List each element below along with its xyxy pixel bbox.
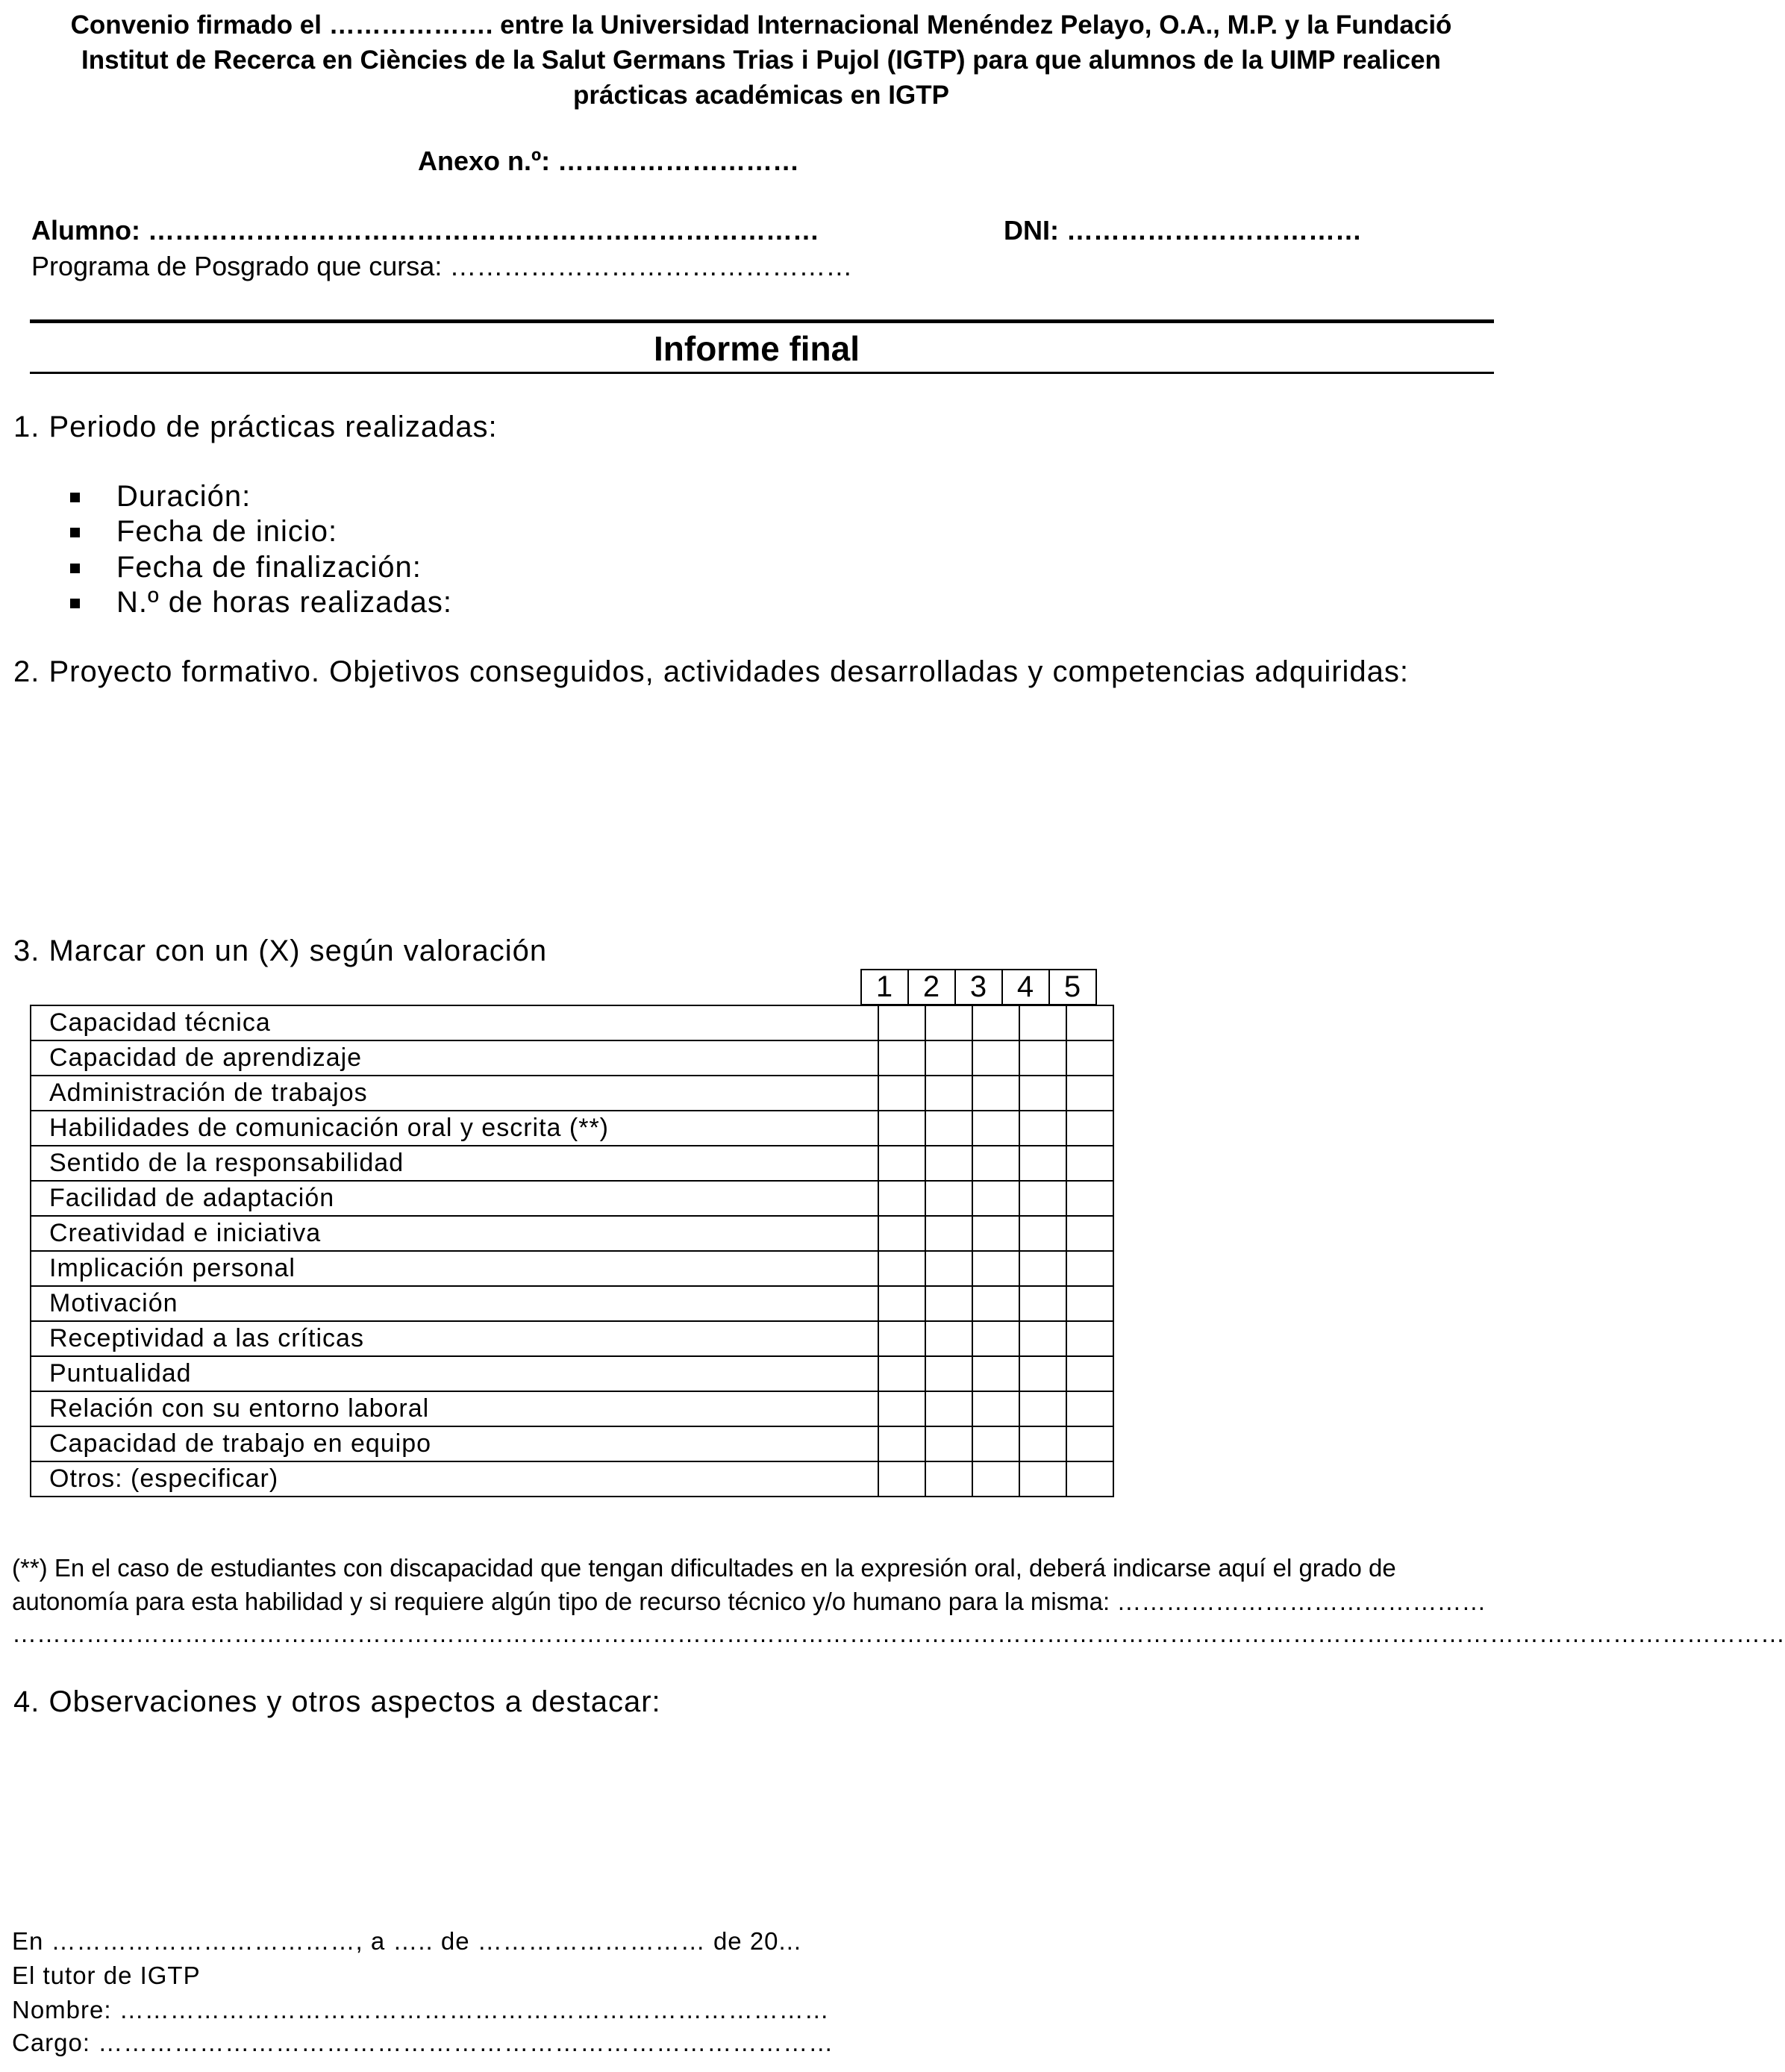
table-row xyxy=(31,1146,1113,1181)
rating-cell[interactable] xyxy=(878,1426,925,1461)
rating-cell[interactable] xyxy=(972,1461,1019,1497)
criterion-label: Motivación xyxy=(31,1286,878,1321)
criterion-label: Otros: (especificar) xyxy=(31,1461,878,1497)
rating-cell[interactable] xyxy=(1019,1286,1066,1321)
rating-cell[interactable] xyxy=(972,1251,1019,1286)
rating-cell[interactable] xyxy=(878,1461,925,1497)
rating-cell[interactable] xyxy=(1019,1146,1066,1181)
rating-cell[interactable] xyxy=(1019,1111,1066,1146)
rating-cell[interactable] xyxy=(1066,1286,1113,1321)
rating-cell[interactable] xyxy=(972,1181,1019,1216)
table-row xyxy=(31,1005,1113,1040)
criterion-label: Facilidad de adaptación xyxy=(31,1181,878,1216)
rating-cell[interactable] xyxy=(925,1426,972,1461)
rating-cell[interactable] xyxy=(878,1076,925,1111)
disability-note-line1: (**) En el caso de estudiantes con discapacidad que tengan dificultades en la expresión oral, deberá indicarse aquí el grado de xyxy=(12,1554,1396,1582)
period-start-date: Fecha de inicio: xyxy=(116,515,338,548)
table-row xyxy=(31,1111,1113,1146)
title-top-rule xyxy=(30,319,1494,323)
criterion-label: Receptividad a las críticas xyxy=(31,1321,878,1356)
rating-cell[interactable] xyxy=(1019,1076,1066,1111)
rating-cell[interactable] xyxy=(1019,1216,1066,1251)
rating-cell[interactable] xyxy=(878,1181,925,1216)
criterion-label: Habilidades de comunicación oral y escrita (**) xyxy=(31,1111,878,1146)
rating-cell[interactable] xyxy=(1066,1040,1113,1076)
rating-cell[interactable] xyxy=(1066,1146,1113,1181)
criterion-label: Sentido de la responsabilidad xyxy=(31,1146,878,1181)
rating-cell[interactable] xyxy=(878,1146,925,1181)
rating-cell[interactable] xyxy=(925,1005,972,1040)
rating-cell[interactable] xyxy=(1066,1251,1113,1286)
annex-number: Anexo n.º: ……………………… xyxy=(418,146,800,176)
rating-cell[interactable] xyxy=(1019,1356,1066,1391)
rating-cell[interactable] xyxy=(972,1216,1019,1251)
rating-cell[interactable] xyxy=(972,1426,1019,1461)
section1-heading: 1. Periodo de prácticas realizadas: xyxy=(13,411,498,443)
disability-note-line2: autonomía para esta habilidad y si requiere algún tipo de recurso técnico y/o humano para la misma: ……………………………………… xyxy=(12,1588,1487,1615)
scale-1: 1 xyxy=(861,970,908,1005)
rating-cell[interactable] xyxy=(925,1461,972,1497)
table-row xyxy=(31,1356,1113,1391)
rating-cell[interactable] xyxy=(925,1146,972,1181)
table-row xyxy=(31,1216,1113,1251)
rating-cell[interactable] xyxy=(878,1356,925,1391)
rating-cell[interactable] xyxy=(1066,1391,1113,1426)
rating-cell[interactable] xyxy=(878,1111,925,1146)
bullet-icon xyxy=(70,564,80,573)
rating-cell[interactable] xyxy=(1066,1426,1113,1461)
criterion-label: Creatividad e iniciativa xyxy=(31,1216,878,1251)
rating-cell[interactable] xyxy=(878,1321,925,1356)
table-row xyxy=(31,1461,1113,1497)
rating-table xyxy=(30,1005,1114,1497)
table-row xyxy=(31,1321,1113,1356)
rating-cell[interactable] xyxy=(1066,1076,1113,1111)
criterion-label: Relación con su entorno laboral xyxy=(31,1391,878,1426)
scale-4: 4 xyxy=(1002,970,1049,1005)
rating-cell[interactable] xyxy=(925,1251,972,1286)
rating-scale-header xyxy=(860,969,1097,1005)
rating-cell[interactable] xyxy=(972,1146,1019,1181)
title-bottom-rule xyxy=(30,372,1494,374)
rating-cell[interactable] xyxy=(925,1111,972,1146)
criterion-label: Implicación personal xyxy=(31,1251,878,1286)
table-row xyxy=(31,1251,1113,1286)
rating-cell[interactable] xyxy=(972,1356,1019,1391)
bullet-icon xyxy=(70,599,80,608)
rating-cell[interactable] xyxy=(972,1076,1019,1111)
rating-cell[interactable] xyxy=(972,1111,1019,1146)
rating-cell[interactable] xyxy=(1066,1356,1113,1391)
section4-heading: 4. Observaciones y otros aspectos a destacar: xyxy=(13,1685,661,1718)
rating-cell[interactable] xyxy=(878,1391,925,1426)
table-row xyxy=(31,1076,1113,1111)
tutor-position-field: Cargo: …………………………………………………………………………… xyxy=(12,2029,834,2056)
rating-cell[interactable] xyxy=(878,1286,925,1321)
rating-cell[interactable] xyxy=(1019,1181,1066,1216)
rating-cell[interactable] xyxy=(1066,1005,1113,1040)
scale-3: 3 xyxy=(955,970,1002,1005)
rating-cell[interactable] xyxy=(925,1181,972,1216)
period-hours: N.º de horas realizadas: xyxy=(116,586,452,619)
rating-cell[interactable] xyxy=(1066,1321,1113,1356)
criterion-label: Puntualidad xyxy=(31,1356,878,1391)
period-end-date: Fecha de finalización: xyxy=(116,551,422,584)
place-date-line: En ………………………………, a ….. de ……………………… de 20... xyxy=(12,1927,802,1955)
rating-cell[interactable] xyxy=(1019,1321,1066,1356)
rating-cell[interactable] xyxy=(878,1216,925,1251)
scale-2: 2 xyxy=(908,970,955,1005)
rating-cell[interactable] xyxy=(878,1005,925,1040)
table-row xyxy=(31,1391,1113,1426)
tutor-name-field: Nombre: ………………………………………………………………………… xyxy=(12,1996,830,2023)
rating-cell[interactable] xyxy=(925,1040,972,1076)
rating-cell[interactable] xyxy=(925,1076,972,1111)
criterion-label: Capacidad técnica xyxy=(31,1005,878,1040)
rating-cell[interactable] xyxy=(1066,1216,1113,1251)
rating-cell[interactable] xyxy=(1019,1426,1066,1461)
rating-cell[interactable] xyxy=(972,1286,1019,1321)
bullet-icon xyxy=(70,493,80,502)
table-row xyxy=(31,1181,1113,1216)
table-row xyxy=(31,1040,1113,1076)
criterion-label: Capacidad de aprendizaje xyxy=(31,1040,878,1076)
rating-cell[interactable] xyxy=(925,1321,972,1356)
scale-5: 5 xyxy=(1049,970,1096,1005)
program-field: Programa de Posgrado que cursa: ……………………………………… xyxy=(31,251,853,281)
rating-cell[interactable] xyxy=(925,1391,972,1426)
dni-field: DNI: …………………………… xyxy=(1004,215,1362,246)
table-row xyxy=(31,1286,1113,1321)
rating-cell[interactable] xyxy=(1019,1005,1066,1040)
rating-cell[interactable] xyxy=(1019,1461,1066,1497)
rating-cell[interactable] xyxy=(878,1040,925,1076)
rating-cell[interactable] xyxy=(1019,1251,1066,1286)
criterion-label: Capacidad de trabajo en equipo xyxy=(31,1426,878,1461)
section3-heading: 3. Marcar con un (X) según valoración xyxy=(13,934,548,967)
agreement-header: Convenio firmado el ………………. entre la Universidad Internacional Menéndez Pelayo, O.A., M.P. y la Fundació Institut de Recerca en Ciències de la Salut Germans Trias i Pujol (IGTP) para que alumnos de la UIMP realicen prácticas académicas en IGTP xyxy=(70,10,1452,110)
tutor-label: El tutor de IGTP xyxy=(12,1962,201,1989)
section2-heading: 2. Proyecto formativo. Objetivos conseguidos, actividades desarrolladas y competencias adquiridas: xyxy=(13,655,1410,688)
rating-cell[interactable] xyxy=(1066,1111,1113,1146)
rating-cell[interactable] xyxy=(1019,1391,1066,1426)
period-duration: Duración: xyxy=(116,480,251,513)
rating-cell[interactable] xyxy=(925,1286,972,1321)
rating-cell[interactable] xyxy=(1066,1181,1113,1216)
table-row xyxy=(31,1426,1113,1461)
rating-cell[interactable] xyxy=(925,1356,972,1391)
rating-cell[interactable] xyxy=(972,1005,1019,1040)
rating-cell[interactable] xyxy=(1066,1461,1113,1497)
disability-note-line3: ……………………………………………………………………………………………………………………………………………………………………………………………… xyxy=(12,1620,1785,1647)
rating-cell[interactable] xyxy=(972,1040,1019,1076)
rating-cell[interactable] xyxy=(972,1321,1019,1356)
rating-cell[interactable] xyxy=(972,1391,1019,1426)
rating-cell[interactable] xyxy=(925,1216,972,1251)
rating-cell[interactable] xyxy=(878,1251,925,1286)
page-title: Informe final xyxy=(654,329,860,368)
criterion-label: Administración de trabajos xyxy=(31,1076,878,1111)
rating-cell[interactable] xyxy=(1019,1040,1066,1076)
student-field: Alumno: ………………………………………………………………… xyxy=(31,215,819,246)
bullet-icon xyxy=(70,528,80,537)
